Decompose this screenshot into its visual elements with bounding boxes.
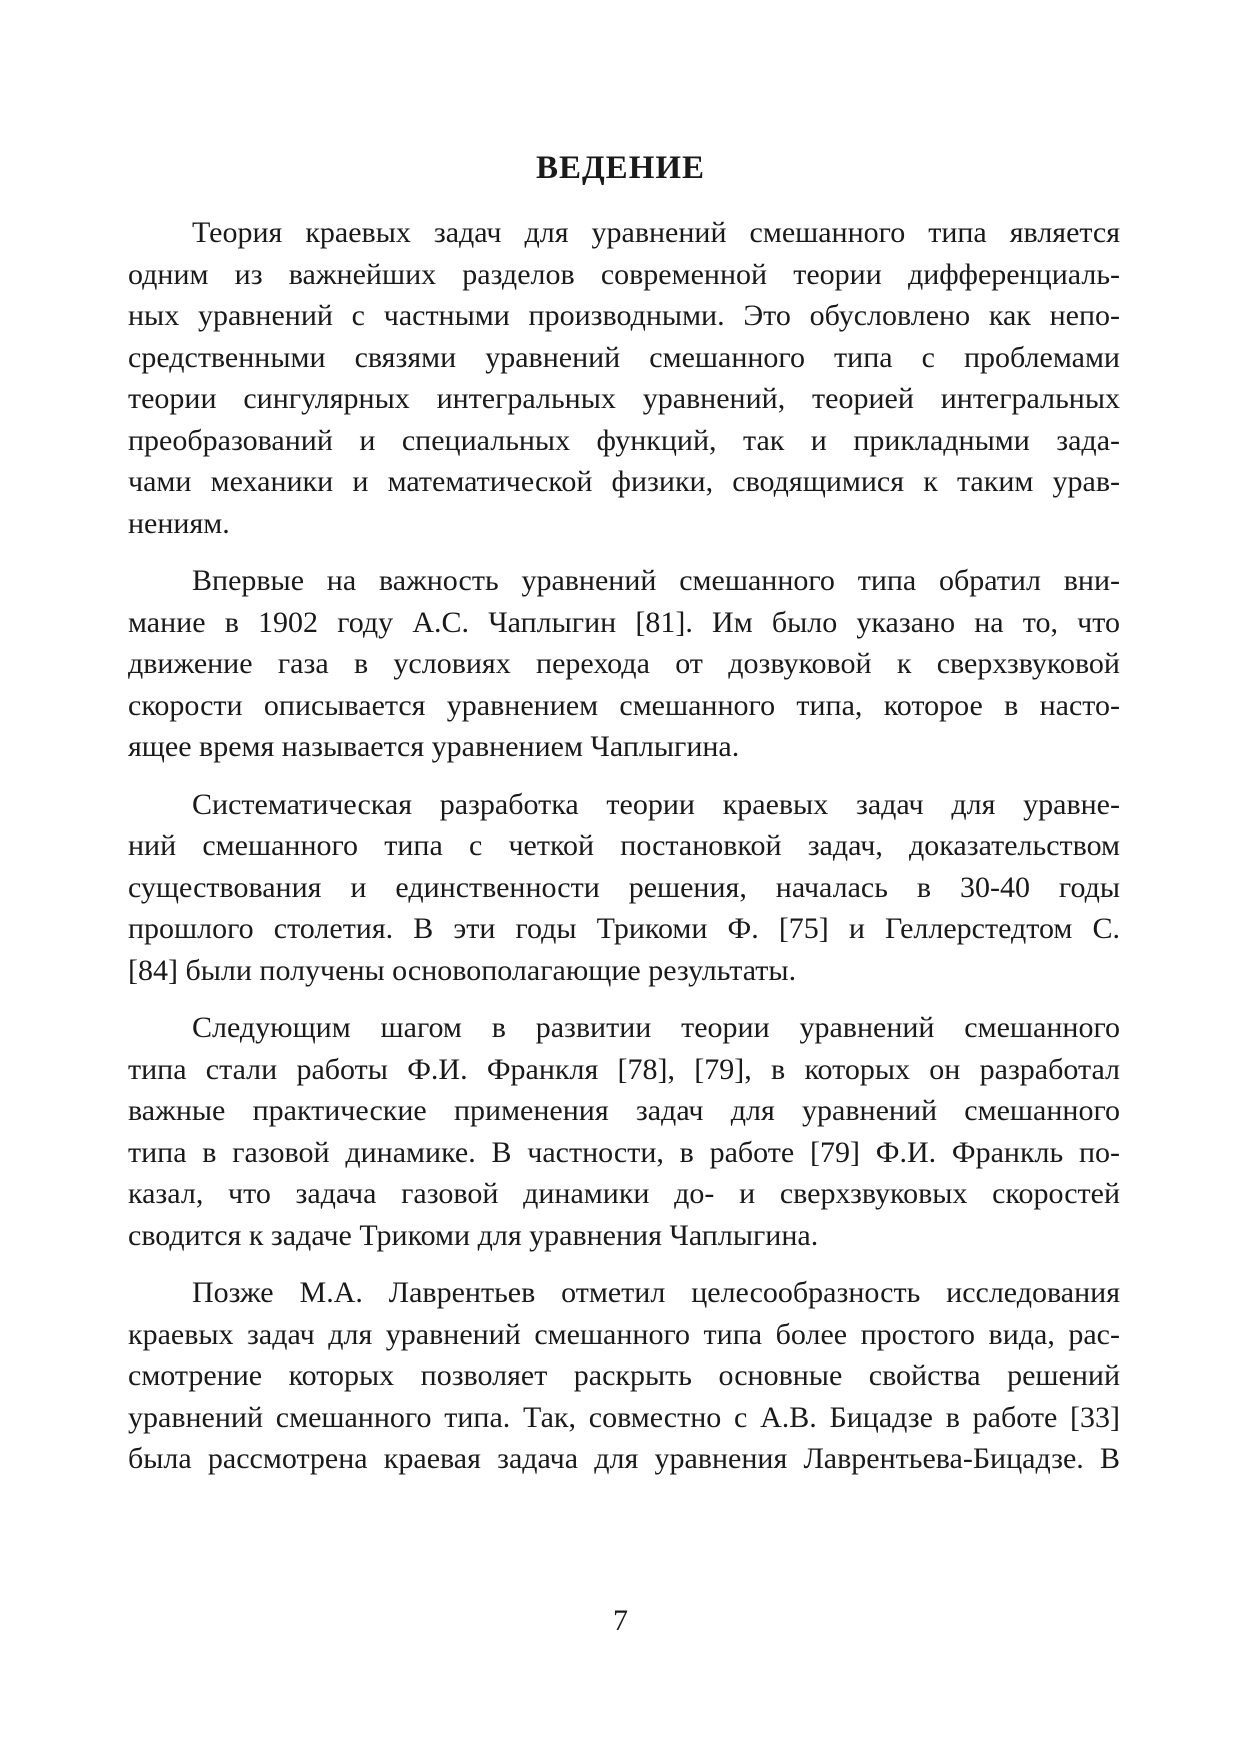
text-line: краевых задач для уравнений смешанного типа более простого вида, рас- bbox=[128, 1317, 1120, 1351]
text-line: Позже М.А. Лаврентьев отметил целесообразность исследования bbox=[192, 1276, 1120, 1309]
text-line: чами механики и математической физики, сводящимися к таким урав- bbox=[128, 465, 1120, 498]
text-line: смотрение которых позволяет раскрыть основные свойства решений bbox=[128, 1359, 1120, 1392]
text-line: средственными связями уравнений смешанного типа с проблемами bbox=[128, 340, 1120, 374]
text-line: скорости описывается уравнением смешанного типа, которое в насто- bbox=[128, 688, 1120, 722]
body-text bbox=[128, 212, 1120, 1496]
text-line: преобразований и специальных функций, так и прикладными зада- bbox=[128, 423, 1120, 457]
text-line: мание в 1902 году А.С. Чаплыгин [81]. Им было указано на то, что bbox=[128, 605, 1120, 639]
page-number: 7 bbox=[613, 1604, 628, 1637]
text-line: теории сингулярных интегральных уравнений, теорией интегральных bbox=[128, 382, 1120, 415]
text-line: уравнений смешанного типа. Так, совместно с А.В. Бицадзе в работе [33] bbox=[128, 1400, 1120, 1434]
text-line: прошлого столетия. В эти годы Трикоми Ф. [75] и Геллерстедтом С. bbox=[128, 912, 1120, 945]
paragraph bbox=[128, 784, 1120, 992]
text-line: типа в газовой динамике. В частности, в работе [79] Ф.И. Франкль по- bbox=[128, 1135, 1120, 1169]
paragraph bbox=[128, 1007, 1120, 1256]
paragraph bbox=[128, 560, 1120, 768]
text-line: типа стали работы Ф.И. Франкля [78], [79], в которых он разработал bbox=[128, 1052, 1120, 1086]
chapter-title: ВЕДЕНИЕ bbox=[535, 150, 706, 186]
text-line: Теория краевых задач для уравнений смешанного типа является bbox=[192, 216, 1120, 249]
text-line: Впервые на важность уравнений смешанного типа обратил вни- bbox=[192, 564, 1120, 597]
text-line: важные практические применения задач для уравнений смешанного bbox=[128, 1094, 1120, 1127]
text-line: ний смешанного типа с четкой постановкой задач, доказательством bbox=[128, 829, 1120, 862]
text-line: Следующим шагом в развитии теории уравнений смешанного bbox=[192, 1011, 1120, 1044]
text-line: ных уравнений с частными производными. Это обусловлено как непо- bbox=[128, 299, 1120, 332]
text-line: [84] были получены основополагающие результаты. bbox=[128, 953, 797, 987]
text-line: существования и единственности решения, началась в 30-40 годы bbox=[128, 870, 1120, 904]
text-line: нениям. bbox=[128, 506, 230, 540]
text-line: движение газа в условиях перехода от дозвуковой к сверхзвуковой bbox=[128, 647, 1120, 680]
text-line: казал, что задача газовой динамики до- и сверхзвуковых скоростей bbox=[128, 1177, 1120, 1210]
paragraph bbox=[128, 1272, 1120, 1480]
text-line: одним из важнейших разделов современной теории дифференциаль- bbox=[128, 257, 1120, 291]
paragraph bbox=[128, 212, 1120, 544]
text-line: Систематическая разработка теории краевых задач для уравне- bbox=[192, 787, 1120, 821]
text-line: ящее время называется уравнением Чаплыгина. bbox=[128, 730, 740, 763]
text-line: сводится к задаче Трикоми для уравнения Чаплыгина. bbox=[128, 1218, 819, 1252]
text-line: была рассмотрена краевая задача для уравнения Лаврентьева-Бицадзе. В bbox=[128, 1442, 1120, 1475]
